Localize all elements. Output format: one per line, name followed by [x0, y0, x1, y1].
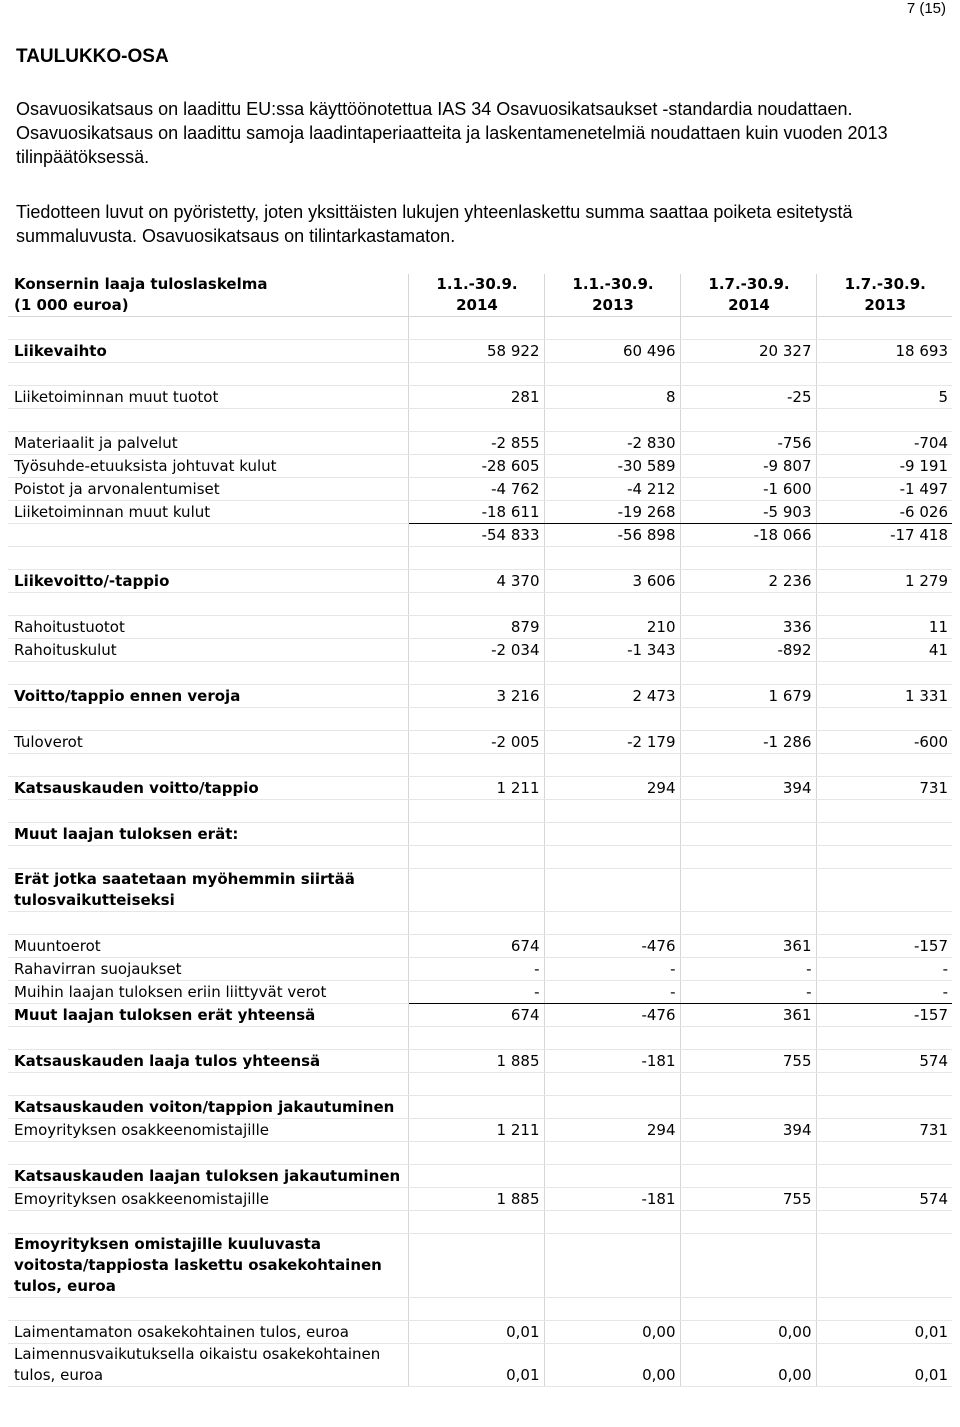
row-value: -	[816, 958, 952, 981]
spacer-row	[8, 1298, 952, 1321]
spacer-row	[8, 547, 952, 570]
row-value: -19 268	[544, 501, 680, 524]
table-row	[8, 455, 952, 478]
table-row	[8, 1188, 952, 1211]
row-value: -	[544, 981, 680, 1004]
row-value: -9 191	[816, 455, 952, 478]
section-row	[8, 1165, 952, 1188]
row-value: -17 418	[816, 524, 952, 547]
row-value: 731	[816, 777, 952, 800]
row-value: -25	[680, 386, 816, 409]
row-value: -157	[816, 1004, 952, 1027]
row-label: Katsauskauden laaja tulos yhteensä	[8, 1050, 408, 1073]
row-value: 18 693	[816, 340, 952, 363]
subtotal-row	[8, 1004, 952, 1027]
column-header: 1.7.-30.9. 2013	[816, 274, 952, 317]
row-label: Emoyrityksen osakkeenomistajille	[8, 1119, 408, 1142]
row-value: 394	[680, 777, 816, 800]
row-value: -	[680, 958, 816, 981]
row-value: 3 216	[408, 685, 544, 708]
row-value: -4 212	[544, 478, 680, 501]
table-row	[8, 731, 952, 754]
spacer-row	[8, 409, 952, 432]
row-value: -1 600	[680, 478, 816, 501]
row-value: -9 807	[680, 455, 816, 478]
row-value: -1 286	[680, 731, 816, 754]
row-value: 394	[680, 1119, 816, 1142]
table-row	[8, 1050, 952, 1073]
row-value: 1 885	[408, 1050, 544, 1073]
row-label: Työsuhde-etuuksista johtuvat kulut	[8, 455, 408, 478]
row-value: -704	[816, 432, 952, 455]
row-label: Rahavirran suojaukset	[8, 958, 408, 981]
spacer-row	[8, 593, 952, 616]
row-value: 5	[816, 386, 952, 409]
table-row	[8, 340, 952, 363]
row-value: 755	[680, 1050, 816, 1073]
row-label: Muihin laajan tuloksen eriin liittyvät verot	[8, 981, 408, 1004]
row-label: Laimennusvaikutuksella oikaistu osakekohtainen tulos, euroa	[8, 1344, 408, 1387]
table-row	[8, 685, 952, 708]
row-label: Rahoitustuotot	[8, 616, 408, 639]
spacer-row	[8, 912, 952, 935]
row-value: 731	[816, 1119, 952, 1142]
row-value: -2 005	[408, 731, 544, 754]
row-value: 0,01	[816, 1344, 952, 1387]
table-row	[8, 1321, 952, 1344]
page-number: 7 (15)	[906, 0, 946, 17]
row-value: -	[544, 958, 680, 981]
table-row	[8, 501, 952, 524]
spacer-row	[8, 317, 952, 340]
row-label: Katsauskauden laajan tuloksen jakautuminen	[8, 1165, 408, 1188]
row-value: 574	[816, 1050, 952, 1073]
income-statement-table	[8, 274, 952, 1387]
row-value: 574	[816, 1188, 952, 1211]
row-value: -54 833	[408, 524, 544, 547]
row-value: 0,00	[544, 1344, 680, 1387]
row-label: Rahoituskulut	[8, 639, 408, 662]
row-value: -18 066	[680, 524, 816, 547]
subtotal-row	[8, 524, 952, 547]
row-value: 674	[408, 1004, 544, 1027]
row-value: 1 279	[816, 570, 952, 593]
row-label: Liiketoiminnan muut kulut	[8, 501, 408, 524]
table-row	[8, 958, 952, 981]
row-value: -28 605	[408, 455, 544, 478]
row-value: 2 236	[680, 570, 816, 593]
spacer-row	[8, 1073, 952, 1096]
row-value: -30 589	[544, 455, 680, 478]
row-value: 1 679	[680, 685, 816, 708]
row-value: -	[680, 981, 816, 1004]
table-header-row	[8, 274, 952, 317]
row-label: Katsauskauden voiton/tappion jakautuminen	[8, 1096, 408, 1119]
row-value: 1 885	[408, 1188, 544, 1211]
table-row	[8, 1344, 952, 1387]
row-label: Katsauskauden voitto/tappio	[8, 777, 408, 800]
row-label: Liikevoitto/-tappio	[8, 570, 408, 593]
row-value: -5 903	[680, 501, 816, 524]
row-value: 0,01	[408, 1344, 544, 1387]
row-value: -476	[544, 1004, 680, 1027]
row-value: 0,00	[680, 1344, 816, 1387]
row-value: 11	[816, 616, 952, 639]
row-value: 361	[680, 935, 816, 958]
row-value: 58 922	[408, 340, 544, 363]
spacer-row	[8, 1027, 952, 1050]
spacer-row	[8, 800, 952, 823]
spacer-row	[8, 363, 952, 386]
row-value: -892	[680, 639, 816, 662]
row-value: -2 855	[408, 432, 544, 455]
row-value: -2 034	[408, 639, 544, 662]
row-label: Laimentamaton osakekohtainen tulos, euroa	[8, 1321, 408, 1344]
row-label: Muuntoerot	[8, 935, 408, 958]
row-value: -756	[680, 432, 816, 455]
table-row	[8, 478, 952, 501]
section-row	[8, 869, 952, 912]
section-heading: TAULUKKO-OSA	[16, 46, 169, 67]
table-row	[8, 935, 952, 958]
row-value: 0,00	[680, 1321, 816, 1344]
row-label: Tuloverot	[8, 731, 408, 754]
spacer-row	[8, 1142, 952, 1165]
row-value: -	[816, 981, 952, 1004]
row-value: -2 179	[544, 731, 680, 754]
row-value: -6 026	[816, 501, 952, 524]
row-label: Poistot ja arvonalentumiset	[8, 478, 408, 501]
row-value: -476	[544, 935, 680, 958]
row-value: 210	[544, 616, 680, 639]
row-value: 294	[544, 777, 680, 800]
row-label: Erät jotka saatetaan myöhemmin siirtää tulosvaikutteiseksi	[8, 869, 408, 912]
row-value: 0,00	[544, 1321, 680, 1344]
row-value: 0,01	[408, 1321, 544, 1344]
row-value: -600	[816, 731, 952, 754]
table-row	[8, 386, 952, 409]
table-row	[8, 1119, 952, 1142]
row-label: Muut laajan tuloksen erät yhteensä	[8, 1004, 408, 1027]
row-value: 294	[544, 1119, 680, 1142]
section-row	[8, 1096, 952, 1119]
section-row	[8, 1234, 952, 1298]
column-header: 1.1.-30.9. 2013	[544, 274, 680, 317]
row-value: 755	[680, 1188, 816, 1211]
spacer-row	[8, 846, 952, 869]
spacer-row	[8, 662, 952, 685]
row-value: 879	[408, 616, 544, 639]
row-value: 8	[544, 386, 680, 409]
row-value: 281	[408, 386, 544, 409]
row-label	[8, 524, 408, 547]
row-value: 41	[816, 639, 952, 662]
table-row	[8, 981, 952, 1004]
row-label: Muut laajan tuloksen erät:	[8, 823, 408, 846]
intro-paragraph: Osavuosikatsaus on laadittu EU:ssa käyttöönotettua IAS 34 Osavuosikatsaukset -standardia noudattaen. Osavuosikatsaus on laadittu samoja laadintaperiaatteita ja laskentamenetelmiä noudattaen kuin vuoden 2013 tilinpäätöksessä.	[16, 99, 888, 167]
table-row	[8, 616, 952, 639]
row-label: Emoyrityksen osakkeenomistajille	[8, 1188, 408, 1211]
row-label: Voitto/tappio ennen veroja	[8, 685, 408, 708]
row-value: 20 327	[680, 340, 816, 363]
spacer-row	[8, 754, 952, 777]
row-value: 336	[680, 616, 816, 639]
row-value: -1 343	[544, 639, 680, 662]
table-row	[8, 639, 952, 662]
row-value: 1 211	[408, 1119, 544, 1142]
row-label: Liiketoiminnan muut tuotot	[8, 386, 408, 409]
table-row	[8, 777, 952, 800]
row-value: -	[408, 958, 544, 981]
row-value: -157	[816, 935, 952, 958]
row-label: Emoyrityksen omistajille kuuluvasta voitosta/tappiosta laskettu osakekohtainen tulos, euroa	[8, 1234, 408, 1298]
row-value: -2 830	[544, 432, 680, 455]
row-value: 3 606	[544, 570, 680, 593]
row-value: 60 496	[544, 340, 680, 363]
row-value: -181	[544, 1188, 680, 1211]
table-title: Konsernin laaja tuloslaskelma (1 000 euroa)	[8, 274, 408, 317]
row-label: Materiaalit ja palvelut	[8, 432, 408, 455]
row-value: -1 497	[816, 478, 952, 501]
section-row	[8, 823, 952, 846]
row-value: 1 331	[816, 685, 952, 708]
spacer-row	[8, 708, 952, 731]
row-value: -	[408, 981, 544, 1004]
row-value: 2 473	[544, 685, 680, 708]
row-value: 674	[408, 935, 544, 958]
row-value: -56 898	[544, 524, 680, 547]
column-header: 1.7.-30.9. 2014	[680, 274, 816, 317]
spacer-row	[8, 1211, 952, 1234]
row-value: 1 211	[408, 777, 544, 800]
row-value: -18 611	[408, 501, 544, 524]
table-row	[8, 432, 952, 455]
row-value: -181	[544, 1050, 680, 1073]
table-row	[8, 570, 952, 593]
row-label: Liikevaihto	[8, 340, 408, 363]
row-value: 0,01	[816, 1321, 952, 1344]
column-header: 1.1.-30.9. 2014	[408, 274, 544, 317]
row-value: 361	[680, 1004, 816, 1027]
rounding-paragraph: Tiedotteen luvut on pyöristetty, joten yksittäisten lukujen yhteenlaskettu summa saattaa poiketa esitetystä summaluvusta. Osavuosikatsaus on tilintarkastamaton.	[16, 202, 853, 246]
row-value: -4 762	[408, 478, 544, 501]
row-value: 4 370	[408, 570, 544, 593]
